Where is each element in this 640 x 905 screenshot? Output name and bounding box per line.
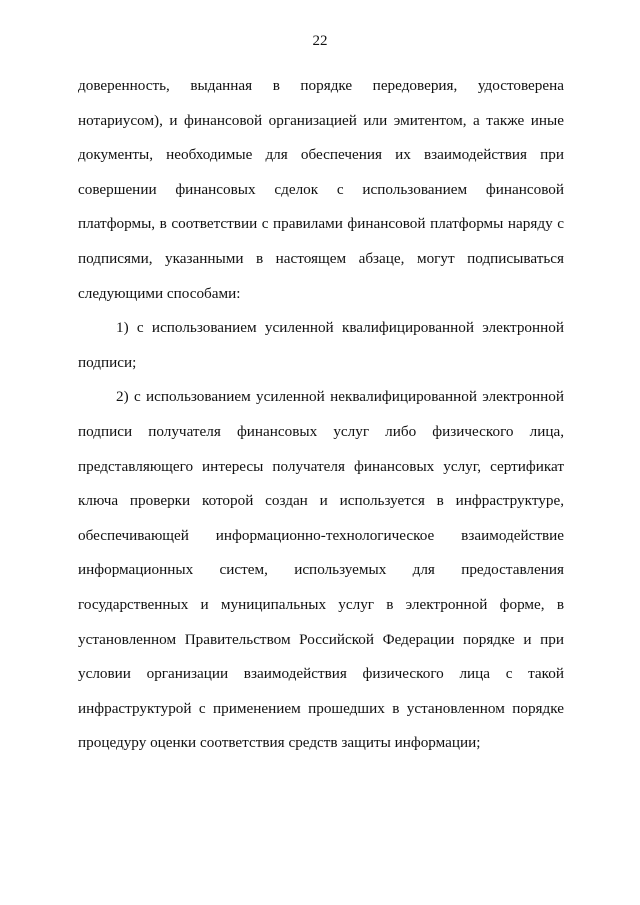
text-line: совершении финансовых сделок с использованием финансовой	[78, 180, 564, 198]
paragraph-1	[78, 69, 564, 311]
page-number: 22	[312, 33, 328, 49]
text-line: информационных систем, используемых для предоставления	[78, 561, 564, 579]
text-line: 2) с использованием усиленной неквалифицированной электронной	[116, 388, 564, 406]
text-line: инфраструктурой с применением прошедших в установленном порядке	[78, 699, 564, 717]
text-line: следующими способами:	[78, 284, 241, 302]
text-line: процедуру оценки соответствия средств защиты информации;	[78, 734, 481, 752]
text-line: подписями, указанными в настоящем абзаце, могут подписываться	[78, 249, 564, 267]
text-line: ключа проверки которой создан и используется в инфраструктуре,	[78, 492, 564, 510]
text-line: документы, необходимые для обеспечения их взаимодействия при	[78, 146, 564, 164]
text-line: представляющего интересы получателя финансовых услуг, сертификат	[78, 457, 564, 475]
text-line: платформы, в соответствии с правилами финансовой платформы наряду с	[78, 215, 564, 233]
text-line: подписи получателя финансовых услуг либо физического лица,	[78, 422, 564, 440]
paragraph-2	[78, 311, 564, 380]
text-line: условии организации взаимодействия физического лица с такой	[78, 665, 564, 683]
text-line: государственных и муниципальных услуг в электронной форме, в	[78, 595, 564, 613]
document-body	[78, 69, 564, 761]
text-line: установленном Правительством Российской Федерации порядке и при	[78, 630, 564, 648]
text-line: нотариусом), и финансовой организацией или эмитентом, а также иные	[78, 111, 564, 129]
text-line: подписи;	[78, 353, 137, 371]
paragraph-3	[78, 380, 564, 761]
text-line: доверенность, выданная в порядке передоверия, удостоверена	[78, 77, 564, 94]
text-line: обеспечивающей информационно-технологическое взаимодействие	[78, 526, 564, 544]
text-line: 1) с использованием усиленной квалифицированной электронной	[116, 319, 564, 337]
